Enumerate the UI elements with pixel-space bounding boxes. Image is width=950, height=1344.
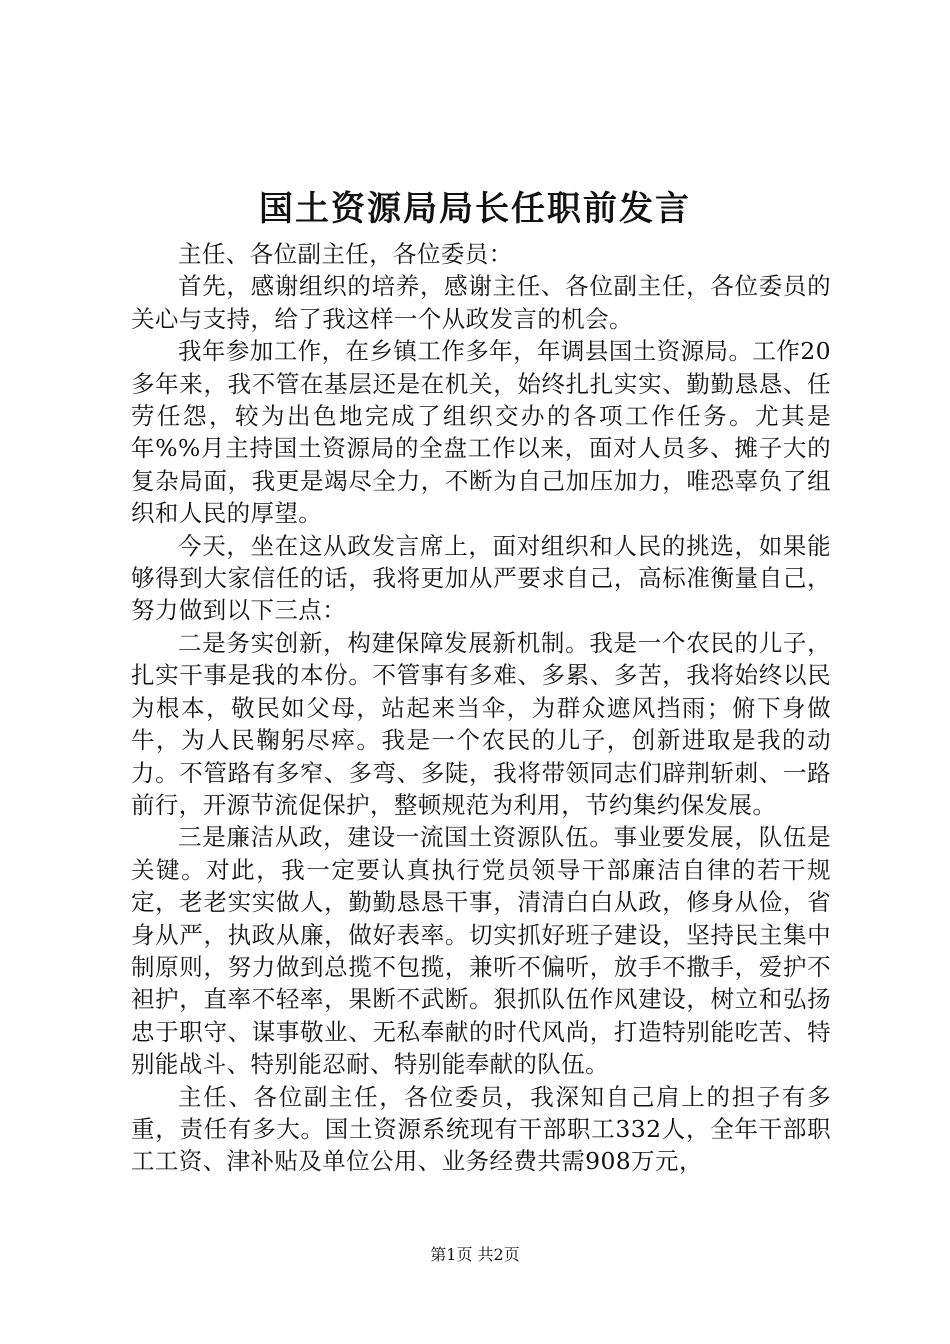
document-body xyxy=(131,238,831,1178)
paragraph-point-three: 三是廉洁从政，建设一流国土资源队伍。事业要发展，队伍是关键。对此，我一定要认真执行党员领导干部廉洁自律的若干规定，老老实实做人，勤勤恳恳干事，清清白白从政，修身从俭，省身从严，执政从廉，做好表率。切实抓好班子建设，坚持民主集中制原则，努力做到总揽不包揽，兼听不偏听，放手不撒手，爱护不袒护，直率不轻率，果断不武断。狠抓队伍作风建设，树立和弘扬忠于职守、谋事敬业、无私奉献的时代风尚，打造特别能吃苦、特别能战斗、特别能忍耐、特别能奉献的队伍。 xyxy=(131,823,831,1079)
paragraph-commitment: 今天，坐在这从政发言席上，面对组织和人民的挑选，如果能够得到大家信任的话，我将更加从严要求自己，高标准衡量自己，努力做到以下三点： xyxy=(131,531,831,625)
paragraph-point-two: 二是务实创新，构建保障发展新机制。我是一个农民的儿子，扎实干事是我的本份。不管事有多难、多累、多苦，我将始终以民为根本，敬民如父母，站起来当伞，为群众遮风挡雨；俯下身做牛，为人民鞠躬尽瘁。我是一个农民的儿子，创新进取是我的动力。不管路有多窄、多弯、多陡，我将带领同志们辟荆斩刺、一路前行，开源节流促保护，整顿规范为利用，节约集约保发展。 xyxy=(131,628,831,819)
paragraph-responsibility: 主任、各位副主任，各位委员，我深知自己肩上的担子有多重，责任有多大。国土资源系统现有干部职工332人，全年干部职工工资、津补贴及单位公用、业务经费共需908万元， xyxy=(131,1082,831,1176)
paragraph-salutation: 主任、各位副主任，各位委员： xyxy=(178,240,513,268)
document-title: 国土资源局局长任职前发言 xyxy=(259,189,691,229)
paragraph-career: 我年参加工作，在乡镇工作多年，年调县国土资源局。工作20多年来，我不管在基层还是在机关，始终扎扎实实、勤勤恳恳、任劳任怨，较为出色地完成了组织交办的各项工作任务。尤其是年%%月主持国土资源局的全盘工作以来，面对人员多、摊子大的复杂局面，我更是竭尽全力，不断为自己加压加力，唯恐辜负了组织和人民的厚望。 xyxy=(131,337,831,528)
paragraph-thanks: 首先，感谢组织的培养，感谢主任、各位副主任，各位委员的关心与支持，给了我这样一个从政发言的机会。 xyxy=(131,272,831,333)
page-number-footer: 第1页 共2页 xyxy=(430,1245,520,1264)
